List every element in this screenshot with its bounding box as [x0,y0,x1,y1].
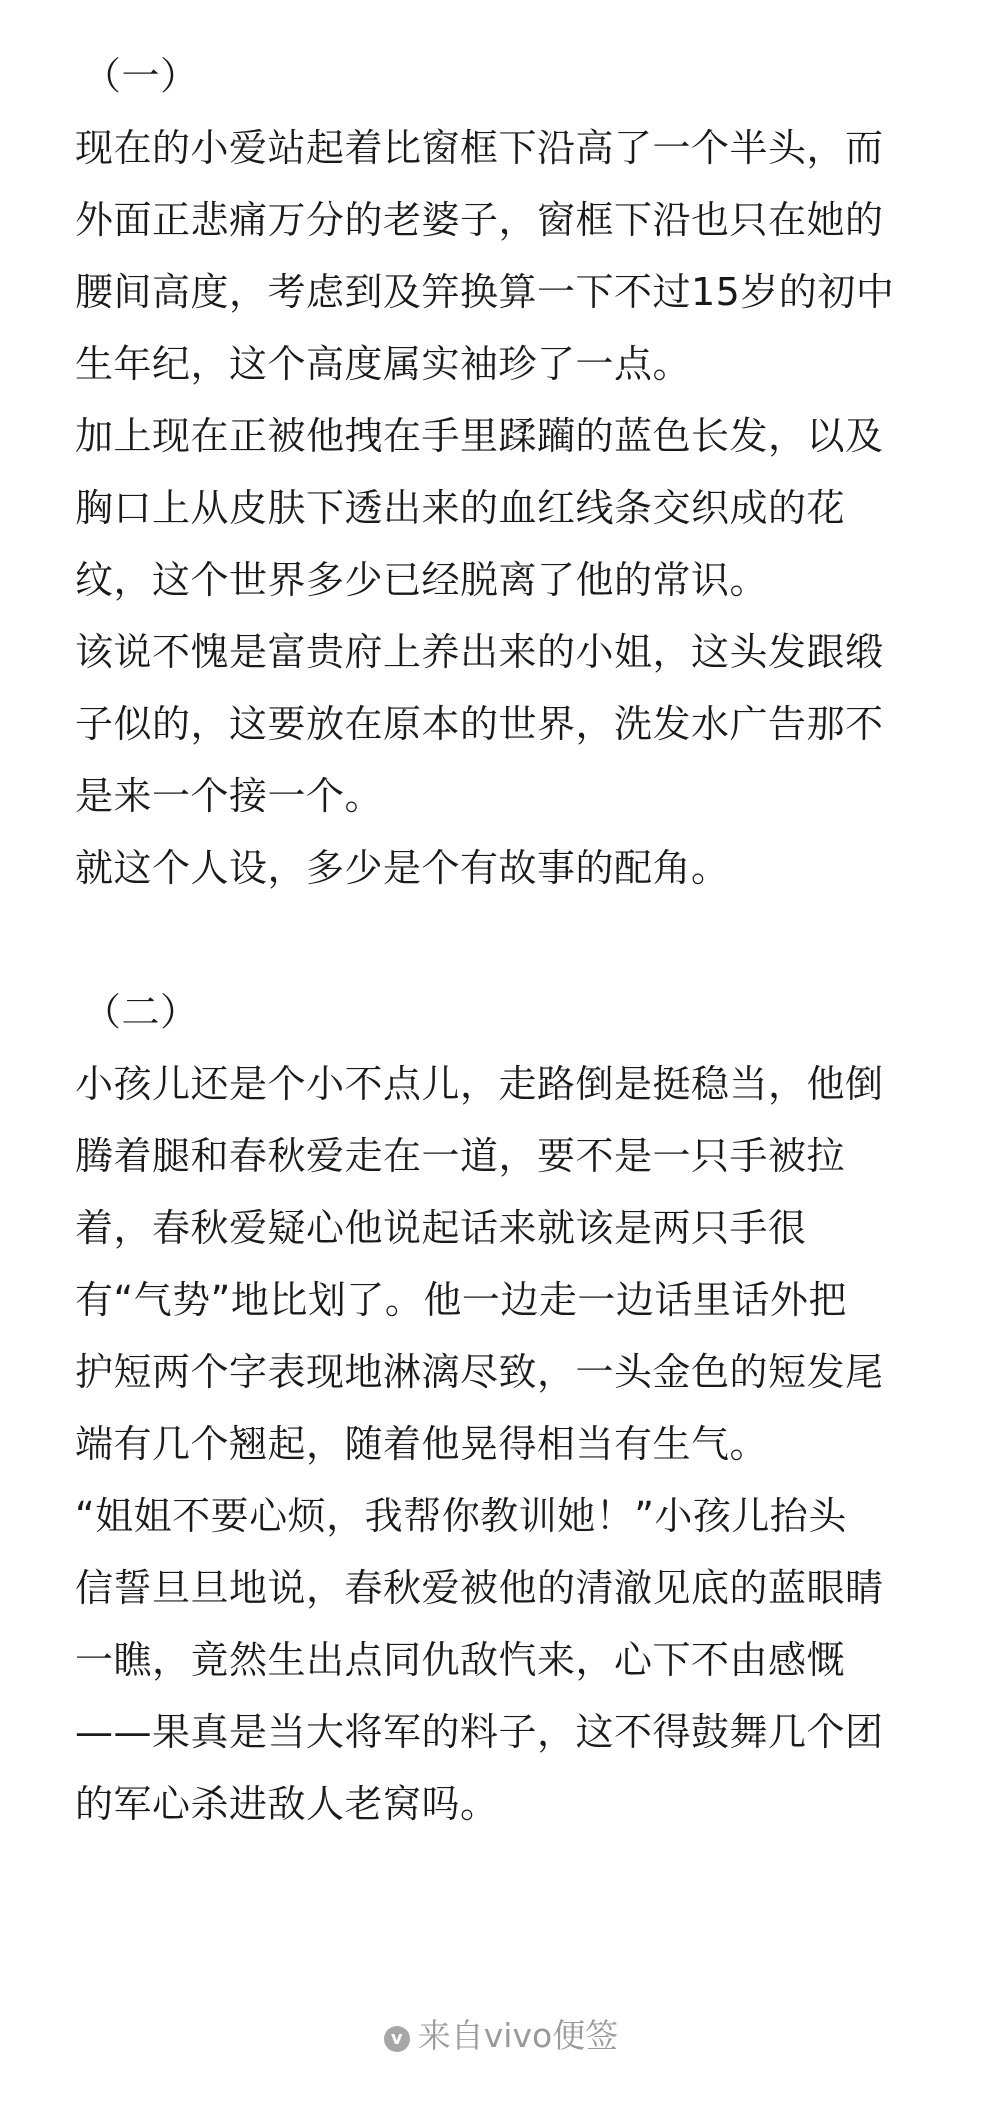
paragraph-line: 子似的，这要放在原本的世界，洗发水广告那不 [75,702,884,746]
section-1-heading: （一） [83,54,199,98]
paragraph-line: 一瞧，竟然生出点同仇敌忾来，心下不由感慨 [75,1638,846,1682]
paragraph-line: 该说不愧是富贵府上养出来的小姐，这头发跟缎 [75,630,884,674]
section-spacer [75,904,945,976]
paragraph-line: 生年纪，这个高度属实袖珍了一点。 [75,342,692,386]
paragraph-line: 腰间高度，考虑到及笄换算一下不过15岁的初中 [75,270,895,314]
vivo-logo-icon: v [384,2026,410,2052]
paragraph-line: 是来一个接一个。 [75,774,384,818]
paragraph-line: ——果真是当大将军的料子，这不得鼓舞几个团 [75,1710,884,1754]
paragraph-line: 腾着腿和春秋爱走在一道，要不是一只手被拉 [75,1134,846,1178]
paragraph-line: 的军心杀进敌人老窝吗。 [75,1782,499,1826]
paragraph-line: 外面正悲痛万分的老婆子，窗框下沿也只在她的 [75,198,884,242]
paragraph-line: 加上现在正被他拽在手里蹂躏的蓝色长发，以及 [75,414,884,458]
paragraph-line: 小孩儿还是个小不点儿，走路倒是挺稳当，他倒 [75,1062,884,1106]
paragraph-line: 护短两个字表现地淋漓尽致，一头金色的短发尾 [75,1350,884,1394]
app-source-footer [0,2010,1002,2057]
note-content [75,40,945,1840]
paragraph-line: 有“气势”地比划了。他一边走一边话里话外把 [75,1278,847,1322]
paragraph-line: 纹，这个世界多少已经脱离了他的常识。 [75,558,769,602]
section-2-heading: （二） [83,990,199,1034]
paragraph-line: 现在的小爱站起着比窗框下沿高了一个半头，而 [75,126,884,170]
paragraph-line: 着，春秋爱疑心他说起话来就该是两只手很 [75,1206,807,1250]
paragraph-line: 端有几个翘起，随着他晃得相当有生气。 [75,1422,769,1466]
footer-text: 来自vivo便签 [417,2016,619,2055]
paragraph-line: “姐姐不要心烦，我帮你教训她！”小孩儿抬头 [75,1494,847,1538]
paragraph-line: 胸口上从皮肤下透出来的血红线条交织成的花 [75,486,846,530]
paragraph-line: 就这个人设，多少是个有故事的配角。 [75,846,730,890]
paragraph-line: 信誓旦旦地说，春秋爱被他的清澈见底的蓝眼睛 [75,1566,884,1610]
